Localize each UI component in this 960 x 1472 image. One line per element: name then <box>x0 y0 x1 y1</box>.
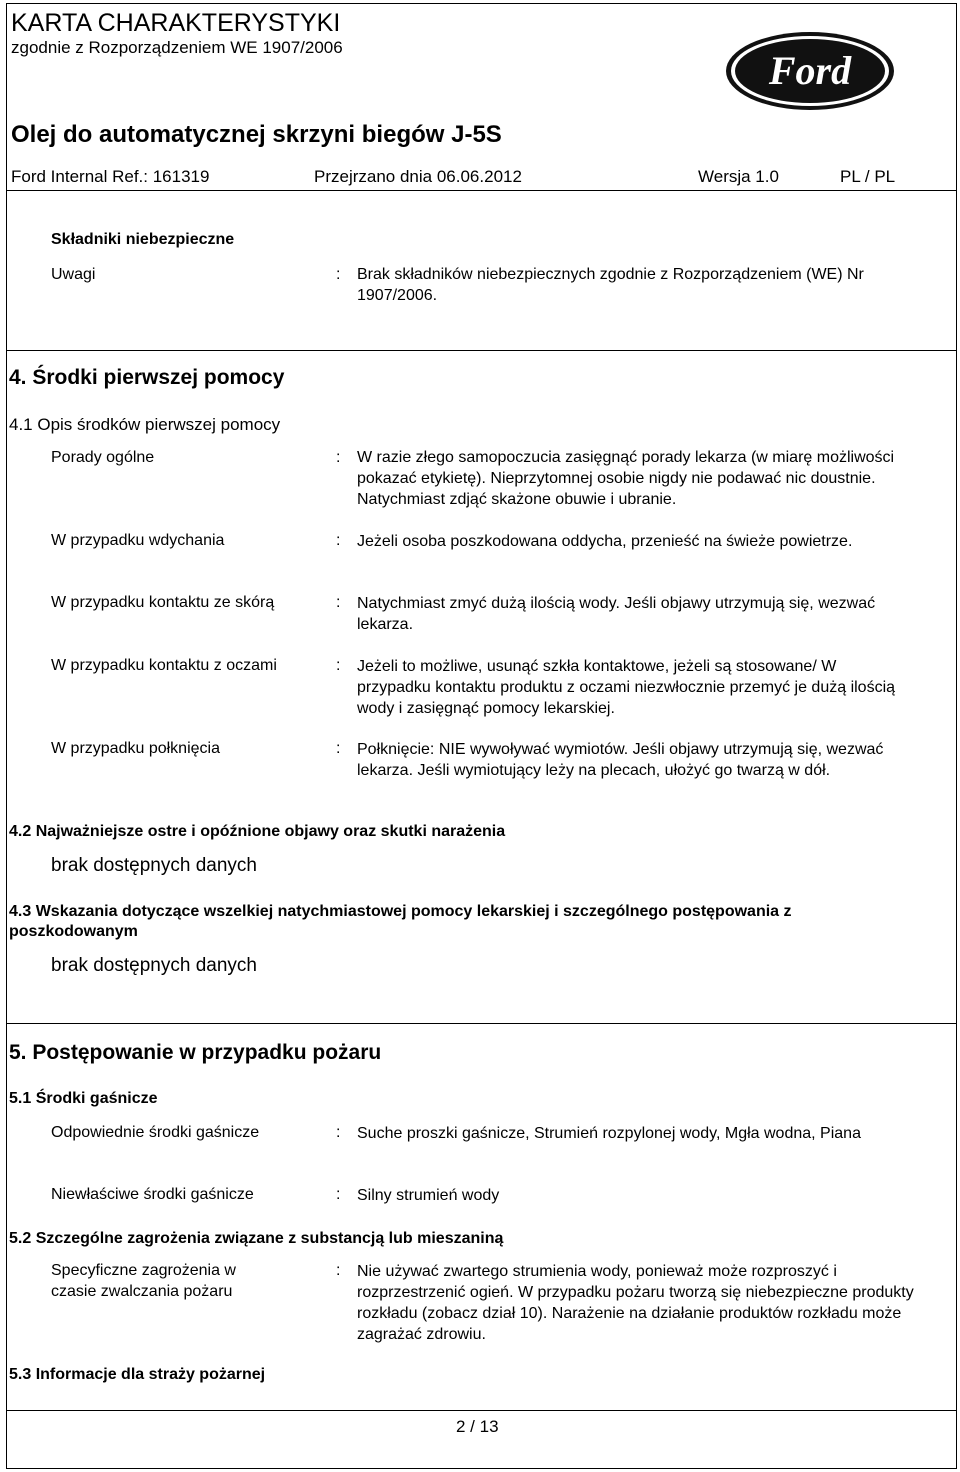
general-advice-label: Porady ogólne <box>51 449 155 466</box>
section4-3-heading-line2: poszkodowanym <box>9 923 138 940</box>
section4-1-heading: 4.1 Opis środków pierwszej pomocy <box>9 415 281 434</box>
inhalation-label: W przypadku wdychania <box>51 532 225 549</box>
header-divider <box>7 190 956 191</box>
colon: : <box>336 532 341 549</box>
skin-contact-value: Natychmiast zmyć dużą ilością wody. Jeśli objawy utrzymują się, wezwać lekarza. <box>357 595 876 633</box>
section-divider <box>7 350 956 351</box>
document-page <box>6 3 957 1469</box>
remarks-label: Uwagi <box>51 266 96 283</box>
eye-contact-value: Jeżeli to możliwe, usunąć szkła kontaktowe, jeżeli są stosowane/ W przypadku kontaktu produktu z oczami niezwłocznie przemyć je dużą ilością wody i zasięgnąć pomocy lekarskiej. <box>357 658 896 717</box>
section4-2-heading: 4.2 Najważniejsze ostre i opóźnione objawy oraz skutki narażenia <box>9 823 506 840</box>
section4-title: 4. Środki pierwszej pomocy <box>9 366 285 389</box>
section-divider <box>7 1023 956 1024</box>
ingestion-label: W przypadku połknięcia <box>51 740 220 757</box>
colon: : <box>336 266 341 283</box>
section5-title: 5. Postępowanie w przypadku pożaru <box>9 1041 382 1064</box>
eye-contact-label: W przypadku kontaktu z oczami <box>51 657 277 674</box>
product-name: Olej do automatycznej skrzyni biegów J-5S <box>11 121 502 148</box>
skin-contact-label: W przypadku kontaktu ze skórą <box>51 594 275 611</box>
regulation-subtitle: zgodnie z Rozporządzeniem WE 1907/2006 <box>11 38 343 57</box>
section5-1-heading: 5.1 Środki gaśnicze <box>9 1090 158 1107</box>
specific-hazards-label-line1: Specyficzne zagrożenia w <box>51 1262 236 1279</box>
section5-3-heading: 5.3 Informacje dla straży pożarnej <box>9 1366 266 1383</box>
colon: : <box>336 1124 341 1141</box>
revision-date: Przejrzano dnia 06.06.2012 <box>314 167 522 186</box>
general-advice-value: W razie złego samopoczucia zasięgnąć porady lekarza (w miarę możliwości pokazać etykietę). Nieprzytomnej osobie nigdy nie podawać nic doustnie. Natychmiast zdjąć skażone obuwie i ubranie. <box>357 449 895 508</box>
section5-2-heading: 5.2 Szczególne zagrożenia związane z substancją lub mieszaniną <box>9 1230 504 1247</box>
suitable-extinguishing-label: Odpowiednie środki gaśnicze <box>51 1124 260 1141</box>
specific-hazards-label-line2: czasie zwalczania pożaru <box>51 1283 233 1300</box>
footer-divider <box>7 1410 956 1411</box>
ingestion-value: Połknięcie: NIE wywoływać wymiotów. Jeśli objawy utrzymują się, wezwać lekarza. Jeśli wymiotujący leży na plecach, ułożyć go twarzą w dół. <box>357 741 884 779</box>
colon: : <box>336 449 341 466</box>
colon: : <box>336 1262 341 1279</box>
ingredients-heading: Składniki niebezpieczne <box>51 231 235 248</box>
page-number: 2 / 13 <box>456 1417 499 1436</box>
specific-hazards-value: Nie używać zwartego strumienia wody, ponieważ może rozproszyć i rozprzestrzenić ogień. W przypadku pożaru tworzą się niebezpieczne produkty rozkładu (zobacz dział 10). Narażenie na działanie produktów rozkładu może zagrażać zdrowiu. <box>357 1263 914 1343</box>
colon: : <box>336 1186 341 1203</box>
logo-wordmark: Ford <box>768 48 852 93</box>
section4-2-value: brak dostępnych danych <box>51 855 257 876</box>
version: Wersja 1.0 <box>698 167 779 186</box>
language: PL / PL <box>840 167 896 186</box>
unsuitable-extinguishing-value: Silny strumień wody <box>357 1187 500 1204</box>
section4-3-value: brak dostępnych danych <box>51 955 257 976</box>
section4-3-heading-line1: 4.3 Wskazania dotyczące wszelkiej natychmiastowej pomocy lekarskiej i szczególnego postępowania z <box>9 903 792 920</box>
colon: : <box>336 594 341 611</box>
suitable-extinguishing-value: Suche proszki gaśnicze, Strumień rozpylonej wody, Mgła wodna, Piana <box>357 1125 861 1142</box>
internal-ref: Ford Internal Ref.: 161319 <box>11 167 210 186</box>
remarks-value: Brak składników niebezpiecznych zgodnie z Rozporządzeniem (WE) Nr 1907/2006. <box>357 266 864 304</box>
inhalation-value: Jeżeli osoba poszkodowana oddycha, przenieść na świeże powietrze. <box>357 533 853 550</box>
colon: : <box>336 740 341 757</box>
unsuitable-extinguishing-label: Niewłaściwe środki gaśnicze <box>51 1186 254 1203</box>
ford-logo <box>724 30 896 117</box>
document-title: KARTA CHARAKTERYSTYKI <box>11 9 341 37</box>
colon: : <box>336 657 341 674</box>
